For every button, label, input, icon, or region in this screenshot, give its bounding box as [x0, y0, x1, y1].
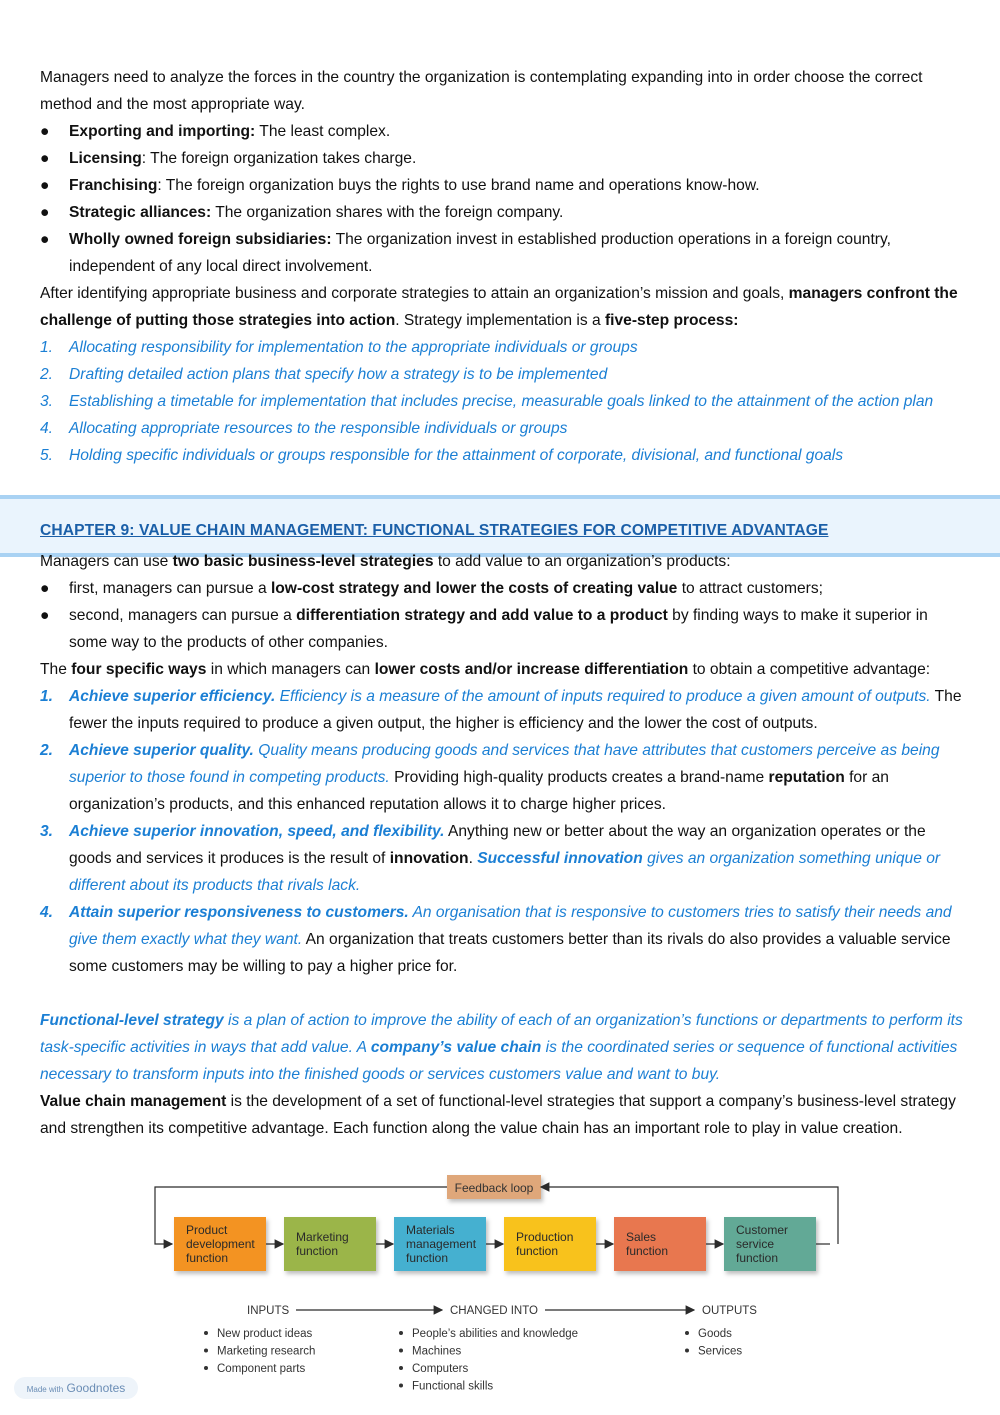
way-definition: Quality means producing goods and services that have attributes that customers perceive as being superior to those found in competing products. — [69, 742, 940, 786]
bullet-icon — [399, 1384, 403, 1388]
text-run-bold: four specific ways — [71, 661, 207, 678]
bullet-icon: ● — [40, 123, 50, 140]
io-item: Marketing research — [217, 1345, 316, 1358]
function-box-label: function — [626, 1244, 669, 1258]
four-ways-paragraph — [40, 656, 970, 683]
way-heading: Successful innovation — [477, 850, 643, 867]
intro-paragraph: Managers need to analyze the forces in the country the organization is contemplating expanding into in order choose the correct method and the most appropriate way. — [40, 69, 923, 113]
io-items — [204, 1328, 742, 1393]
text-run: by finding ways to make it superior in some way to the products of other companies. — [69, 607, 928, 651]
function-box-label: development — [186, 1237, 255, 1251]
way-number: 4. — [40, 904, 54, 921]
list-item — [40, 118, 970, 145]
step-text: Drafting detailed action plans that specify how a strategy is to be implemented — [69, 366, 608, 383]
definition-text: is a plan of action to improve the ability of each of an organization’s functions or departments to perform its task-specific activities in ways that add value — [40, 1012, 963, 1056]
way-definition: Efficiency is a measure of the amount of inputs required to produce a given amount of outputs. — [275, 688, 931, 705]
badge-small-text: Made with — [26, 1385, 64, 1394]
text-run: in which managers can — [206, 661, 375, 678]
bullet-icon — [685, 1331, 689, 1335]
list-item — [40, 334, 970, 361]
text-run: Anything new or better about the way an organization operates or the goods and services it produces is the result of — [69, 823, 926, 867]
way-heading: Achieve superior efficiency. — [69, 688, 276, 705]
term-heading: Functional-level strategy — [40, 1012, 224, 1029]
text-run: Providing high-quality products creates a brand-name — [389, 769, 769, 786]
list-item — [40, 683, 970, 737]
bullet-icon — [685, 1349, 689, 1353]
bullet-icon — [399, 1366, 403, 1370]
method-term: Exporting and importing: — [69, 123, 256, 140]
step-text: Allocating responsibility for implementation to the appropriate individuals or groups — [69, 339, 638, 356]
method-desc: The organization invest in established production operations in a foreign country, independent of any local direct involvement. — [69, 231, 891, 275]
method-term: Franchising — [69, 177, 158, 194]
text-run: . Strategy implementation is a — [395, 312, 605, 329]
function-box-label: Materials — [406, 1223, 455, 1237]
text-run-bold: differentiation strategy and add value to a product — [296, 607, 668, 624]
spacer — [40, 980, 970, 1007]
list-item — [40, 737, 970, 818]
list-item — [40, 818, 970, 899]
step-text: Allocating appropriate resources to the responsible individuals or groups — [69, 420, 568, 437]
method-term: Strategic alliances: — [69, 204, 212, 221]
way-number: 2. — [40, 742, 54, 759]
chapter-title: CHAPTER 9: VALUE CHAIN MANAGEMENT: FUNCTIONAL STRATEGIES FOR COMPETITIVE ADVANTAGE — [40, 522, 829, 539]
way-number: 3. — [40, 823, 54, 840]
text-run-bold: five-step process: — [604, 312, 739, 329]
text-run-bold: two basic business-level strategies — [172, 553, 434, 570]
bullet-icon — [204, 1366, 208, 1370]
function-box-label: Customer — [736, 1223, 789, 1237]
value-chain-management-paragraph — [40, 1088, 970, 1142]
text-run: An organization that treats customers better than its rivals do also provides a valuable service some customers may be willing to pay a higher price for. — [69, 931, 951, 975]
bullet-icon — [204, 1331, 208, 1335]
list-item — [40, 388, 970, 415]
chapter-body — [40, 548, 970, 1142]
way-definition: gives an organization something unique or different about its products that rivals lack. — [69, 850, 941, 894]
bullet-icon — [399, 1349, 403, 1353]
list-item — [40, 172, 970, 199]
text-run: first, managers can pursue a — [69, 580, 271, 597]
list-item — [40, 145, 970, 172]
list-item — [40, 602, 970, 656]
bullet-icon: ● — [40, 150, 50, 167]
step-number: 5. — [40, 447, 54, 464]
method-desc: The least complex. — [255, 123, 391, 140]
page-top-section — [40, 64, 970, 469]
text-run-bold: low-cost strategy and lower the costs of creating value — [270, 580, 678, 597]
term-heading: company’s value chain — [370, 1039, 542, 1056]
feedback-loop-label: Feedback loop — [454, 1181, 534, 1195]
inputs-label: INPUTS — [247, 1305, 290, 1317]
method-desc: The organization shares with the foreign company. — [211, 204, 564, 221]
method-desc: : The foreign organization buys the rights to use brand name and operations know-how. — [157, 177, 760, 194]
function-box-label: function — [406, 1251, 449, 1265]
io-item: Goods — [698, 1328, 732, 1340]
step-text: Holding specific individuals or groups responsible for the attainment of corporate, divisional, and functional goals — [69, 447, 844, 464]
way-definition: An organisation that is responsive to customers tries to satisfy their needs and give them exactly what they want. — [69, 904, 952, 948]
steps-list — [40, 334, 970, 469]
function-box-label: Product — [186, 1223, 228, 1237]
outputs-label: OUTPUTS — [702, 1305, 757, 1317]
text-run: The — [40, 661, 72, 678]
function-box-label: function — [516, 1244, 559, 1258]
step-text: Establishing a timetable for implementation that includes precise, measurable goals linked to the attainment of the action plan — [69, 393, 934, 410]
step-number: 2. — [40, 366, 54, 383]
text-run-bold: innovation — [389, 850, 469, 867]
text-run-bold: managers confront the challenge of putting those strategies into action — [40, 285, 958, 329]
io-item: Component parts — [217, 1363, 306, 1375]
functional-strategy-paragraph — [40, 1007, 970, 1088]
text-run: . A — [348, 1039, 371, 1056]
text-run: . — [468, 850, 478, 867]
text-run: is the development of a set of functional-level strategies that support a company’s business-level strategy and strengthen its competitive advantage. Each function along the value chain has an important role to play in value creation. — [40, 1093, 956, 1137]
bullet-icon: ● — [40, 607, 50, 624]
text-run: to attract customers; — [677, 580, 823, 597]
methods-list — [40, 118, 970, 280]
list-item — [40, 442, 970, 469]
io-item: New product ideas — [217, 1328, 313, 1340]
bullet-icon: ● — [40, 231, 50, 248]
list-item — [40, 361, 970, 388]
term-heading: Value chain management — [40, 1093, 227, 1110]
function-box-label: function — [736, 1251, 779, 1265]
implementation-paragraph — [40, 280, 970, 334]
bullet-icon — [399, 1331, 403, 1335]
method-desc: : The foreign organization takes charge. — [141, 150, 417, 167]
way-heading: Achieve superior innovation, speed, and flexibility. — [69, 823, 445, 840]
function-box-label: function — [186, 1251, 229, 1265]
list-item — [40, 226, 970, 280]
text-run-bold: lower costs and/or increase differentiation — [374, 661, 689, 678]
function-box-label: Sales — [626, 1230, 657, 1244]
text-run: to add value to an organization’s products: — [433, 553, 731, 570]
bullet-icon: ● — [40, 177, 50, 194]
definition-text: is the coordinated series or sequence of functional activities necessary to transform inputs into the finished goods or services customers value and want to buy. — [40, 1039, 958, 1083]
text-run: for an organization’s products, and this enhanced reputation allows it to charge higher prices. — [69, 769, 889, 813]
step-number: 1. — [40, 339, 54, 356]
io-item: Functional skills — [412, 1380, 494, 1393]
text-run: second, managers can pursue a — [69, 607, 297, 624]
list-item — [40, 199, 970, 226]
bullet-icon: ● — [40, 204, 50, 221]
function-box-label: service — [736, 1237, 775, 1251]
function-box-label: function — [296, 1244, 339, 1258]
goodnotes-badge — [14, 1377, 138, 1399]
function-boxes — [174, 1217, 830, 1271]
two-strategies-paragraph — [40, 548, 970, 575]
io-item: Machines — [412, 1345, 462, 1358]
step-number: 4. — [40, 420, 54, 437]
value-chain-diagram — [150, 1172, 850, 1400]
list-item — [40, 415, 970, 442]
method-term: Wholly owned foreign subsidiaries: — [69, 231, 332, 248]
step-number: 3. — [40, 393, 54, 410]
way-heading: Achieve superior quality. — [69, 742, 254, 759]
text-run: Managers can use — [40, 553, 173, 570]
list-item — [40, 575, 970, 602]
method-term: Licensing — [69, 150, 142, 167]
text-run: The fewer the inputs required to produce a given output, the higher is efficiency and the lower the cost of outputs. — [69, 688, 962, 732]
text-run: to obtain a competitive advantage: — [688, 661, 931, 678]
function-box-label: Production — [516, 1230, 574, 1244]
bullet-icon — [204, 1349, 208, 1353]
text-run-bold: reputation — [768, 769, 845, 786]
io-item: Computers — [412, 1363, 469, 1375]
list-item — [40, 899, 970, 980]
io-item: People’s abilities and knowledge — [412, 1328, 579, 1340]
way-number: 1. — [40, 688, 54, 705]
value-chain-diagram-svg — [150, 1172, 850, 1400]
badge-brand: Goodnotes — [66, 1381, 126, 1395]
function-box-label: Marketing — [296, 1230, 349, 1244]
way-heading: Attain superior responsiveness to customers. — [69, 904, 409, 921]
io-item: Services — [698, 1345, 743, 1358]
text-run: After identifying appropriate business and corporate strategies to attain an organization’s mission and goals, — [40, 285, 789, 302]
bullet-icon: ● — [40, 580, 50, 597]
changed-into-label: CHANGED INTO — [450, 1305, 538, 1317]
function-box-label: management — [406, 1237, 477, 1251]
